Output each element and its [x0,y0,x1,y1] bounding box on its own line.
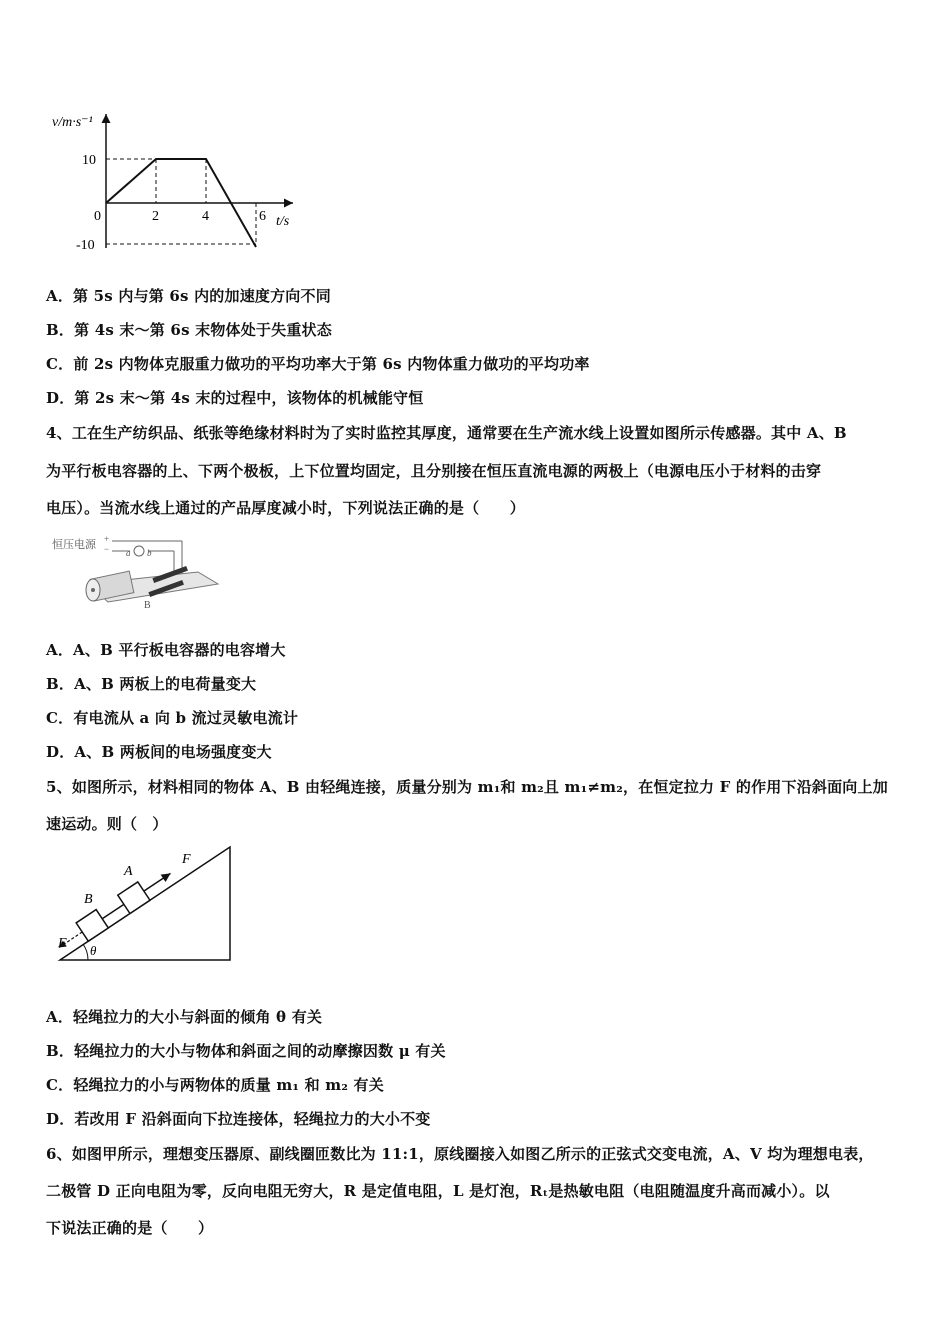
galvanometer [134,546,144,556]
q4-option-c: C．有电流从 a 向 b 流过灵敏电流计 [46,709,299,727]
q4-option-d: D．A、B 两板间的电场强度变大 [46,743,272,761]
q6-stem-line-3: 下说法正确的是（ ） [46,1219,214,1237]
q5-stem-line-2: 速运动。则（ ） [46,815,168,833]
label-f-top: F [182,852,191,867]
q5-option-d: D．若改用 F 沿斜面向下拉连接体，轻绳拉力的大小不变 [46,1110,431,1128]
q3-option-d: D．第 2s 末～第 4s 末的过程中，该物体的机械能守恒 [46,389,424,407]
tick-x-4: 4 [202,209,209,224]
tick-x-0: 0 [94,209,101,224]
tick-x-6: 6 [259,209,266,224]
svg-text:b: b [147,548,152,558]
block-b [76,910,108,942]
q6-stem-line-1: 6、如图甲所示，理想变压器原、副线圈匝数比为 11:1，原线圈接入如图乙所示的正弦式交变电流，A、V 均为理想电表， [46,1145,874,1163]
theta-label: θ [90,943,97,958]
q4-stem-line-3: 电压）。当流水线上通过的产品厚度减小时，下列说法正确的是（ ） [46,499,525,517]
velocity-time-graph [48,108,308,258]
label-b: B [84,892,93,907]
q5-option-a: A．轻绳拉力的大小与斜面的倾角 θ 有关 [46,1008,323,1026]
q3-option-a: A．第 5s 内与第 6s 内的加速度方向不同 [46,287,331,305]
rope [102,904,124,918]
q5-option-b: B．轻绳拉力的大小与物体和斜面之间的动摩擦因数 μ 有关 [46,1042,446,1060]
source-label: 恒压电源 [52,539,96,551]
tick-y-10: 10 [82,153,96,168]
svg-text:+: + [104,534,110,544]
q4-stem-line-2: 为平行板电容器的上、下两个极板，上下位置均固定，且分别接在恒压直流电源的两极上（电源电压小于材料的击穿 [46,462,822,480]
x-axis-label: t/s [276,214,290,229]
incline-figure [52,843,242,968]
capacitor-sensor-figure [48,532,228,614]
q5-stem-line-1: 5、如图所示，材料相同的物体 A、B 由轻绳连接，质量分别为 m₁和 m₂且 m₁≠m₂，在恒定拉力 F 的作用下沿斜面向上加 [46,778,888,796]
svg-text:−: − [104,544,110,554]
tick-x-2: 2 [152,209,159,224]
y-axis-label: v/m·s⁻¹ [52,115,93,130]
block-a [118,882,150,914]
label-a: A [124,864,133,879]
q5-option-c: C．轻绳拉力的小与两物体的质量 m₁ 和 m₂ 有关 [46,1076,384,1094]
q3-option-c: C．前 2s 内物体克服重力做功的平均功率大于第 6s 内物体重力做功的平均功率 [46,355,590,373]
q3-option-b: B．第 4s 末～第 6s 末物体处于失重状态 [46,321,332,339]
q4-option-a: A．A、B 平行板电容器的电容增大 [46,641,286,659]
tick-y-neg10: -10 [76,238,95,253]
q4-option-b: B．A、B 两板上的电荷量变大 [46,675,257,693]
label-f-bottom: F [58,936,67,951]
svg-text:B: B [144,600,151,611]
q6-stem-line-2: 二极管 D 正向电阻为零，反向电阻无穷大，R 是定值电阻，L 是灯泡，Rₜ是热敏电阻（电阻随温度升高而减小）。以 [46,1182,830,1200]
svg-text:a: a [126,548,131,558]
q4-stem-line-1: 4、工在生产纺织品、纸张等绝缘材料时为了实时监控其厚度，通常要在生产流水线上设置如图所示传感器。其中 A、B [46,424,847,442]
